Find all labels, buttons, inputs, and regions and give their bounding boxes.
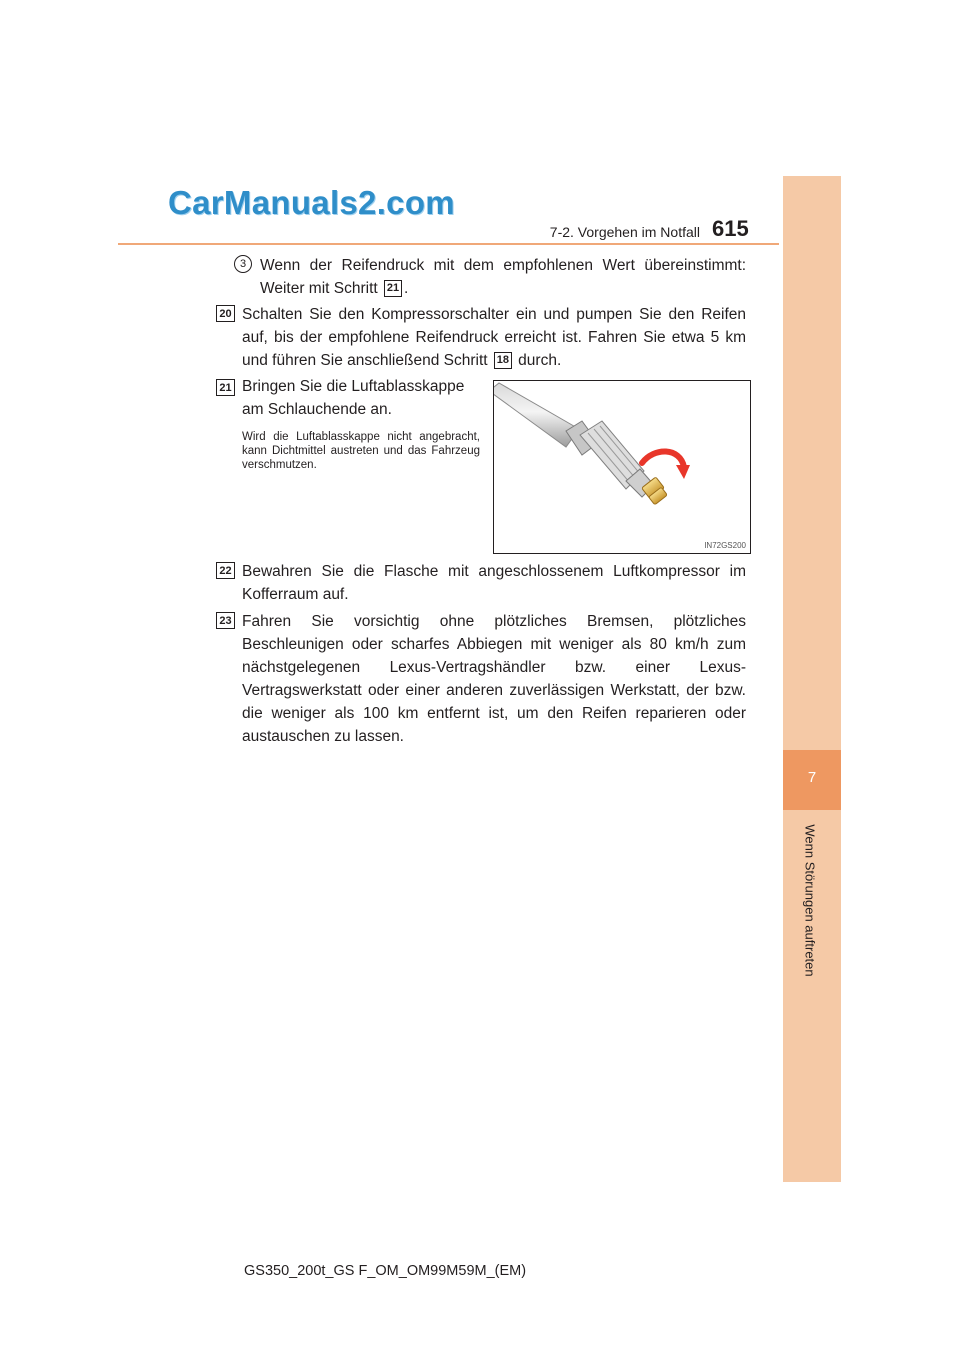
step-number-badge: 20 [216,305,235,322]
section-title: 7-2. Vorgehen im Notfall [549,224,700,240]
figure-code: IN72GS200 [704,541,746,550]
hose-end-with-cap-illustration [494,381,750,553]
step-22-text: Bewahren Sie die Flasche mit angeschlossenem Luftkompressor im Kofferraum auf. [242,563,746,603]
step-20-text-main: Schalten Sie den Kompressorschalter ein und pumpen Sie den Reifen auf, bis der empfohlene Reifendruck erreicht ist. Fahren Sie etwa 5 km und führen Sie anschließend Schritt [242,306,746,369]
rotation-arrow-icon [676,465,690,479]
manual-code-footer: GS350_200t_GS F_OM_OM99M59M_(EM) [244,1263,527,1279]
step-number-badge: 23 [216,612,235,629]
substep-3-text [260,254,746,300]
substep-number-badge: 3 [234,255,252,273]
substep-3-text-main: Wenn der Reifendruck mit dem empfohlenen Wert übereinstimmt: Weiter mit Schritt [260,257,746,297]
step-23-text: Fahren Sie vorsichtig ohne plötzliches Bremsen, plötzliches Beschleunigen oder scharfes Abbiegen mit weniger als 80 km/h zum nächstgelegenen Lexus-Vertragshändler bzw. einer Lexus-Vertragswerkstatt oder einer anderen zuverlässigen Werkstatt, der bzw. die weniger als 100 km entfernt ist, um den Reifen reparieren oder austauschen zu lassen. [242,613,746,745]
page-number: 615 [712,216,749,241]
step-number-badge: 22 [216,562,235,579]
step-20-text-end: durch. [513,352,562,369]
watermark: CarManuals2.com [168,184,455,221]
chapter-side-tab [783,176,841,1182]
header-divider [118,243,779,245]
chapter-number: 7 [807,769,817,786]
step-20-text [242,303,746,372]
chapter-title-vertical [796,818,824,983]
step-reference-badge: 18 [494,352,512,369]
step-reference-badge: 21 [384,280,402,297]
chapter-title-text: Wenn Störungen auftreten [802,824,818,977]
step-21-text: Bringen Sie die Luftablasskappe am Schlauchende an. [242,378,465,418]
step-21-note: Wird die Luftablasskappe nicht angebracht, kann Dichtmittel austreten und das Fahrzeug verschmutzen. [242,431,480,471]
substep-3-text-end: . [404,280,409,297]
hose-cap-figure [493,380,751,554]
step-number-badge: 21 [216,379,235,396]
